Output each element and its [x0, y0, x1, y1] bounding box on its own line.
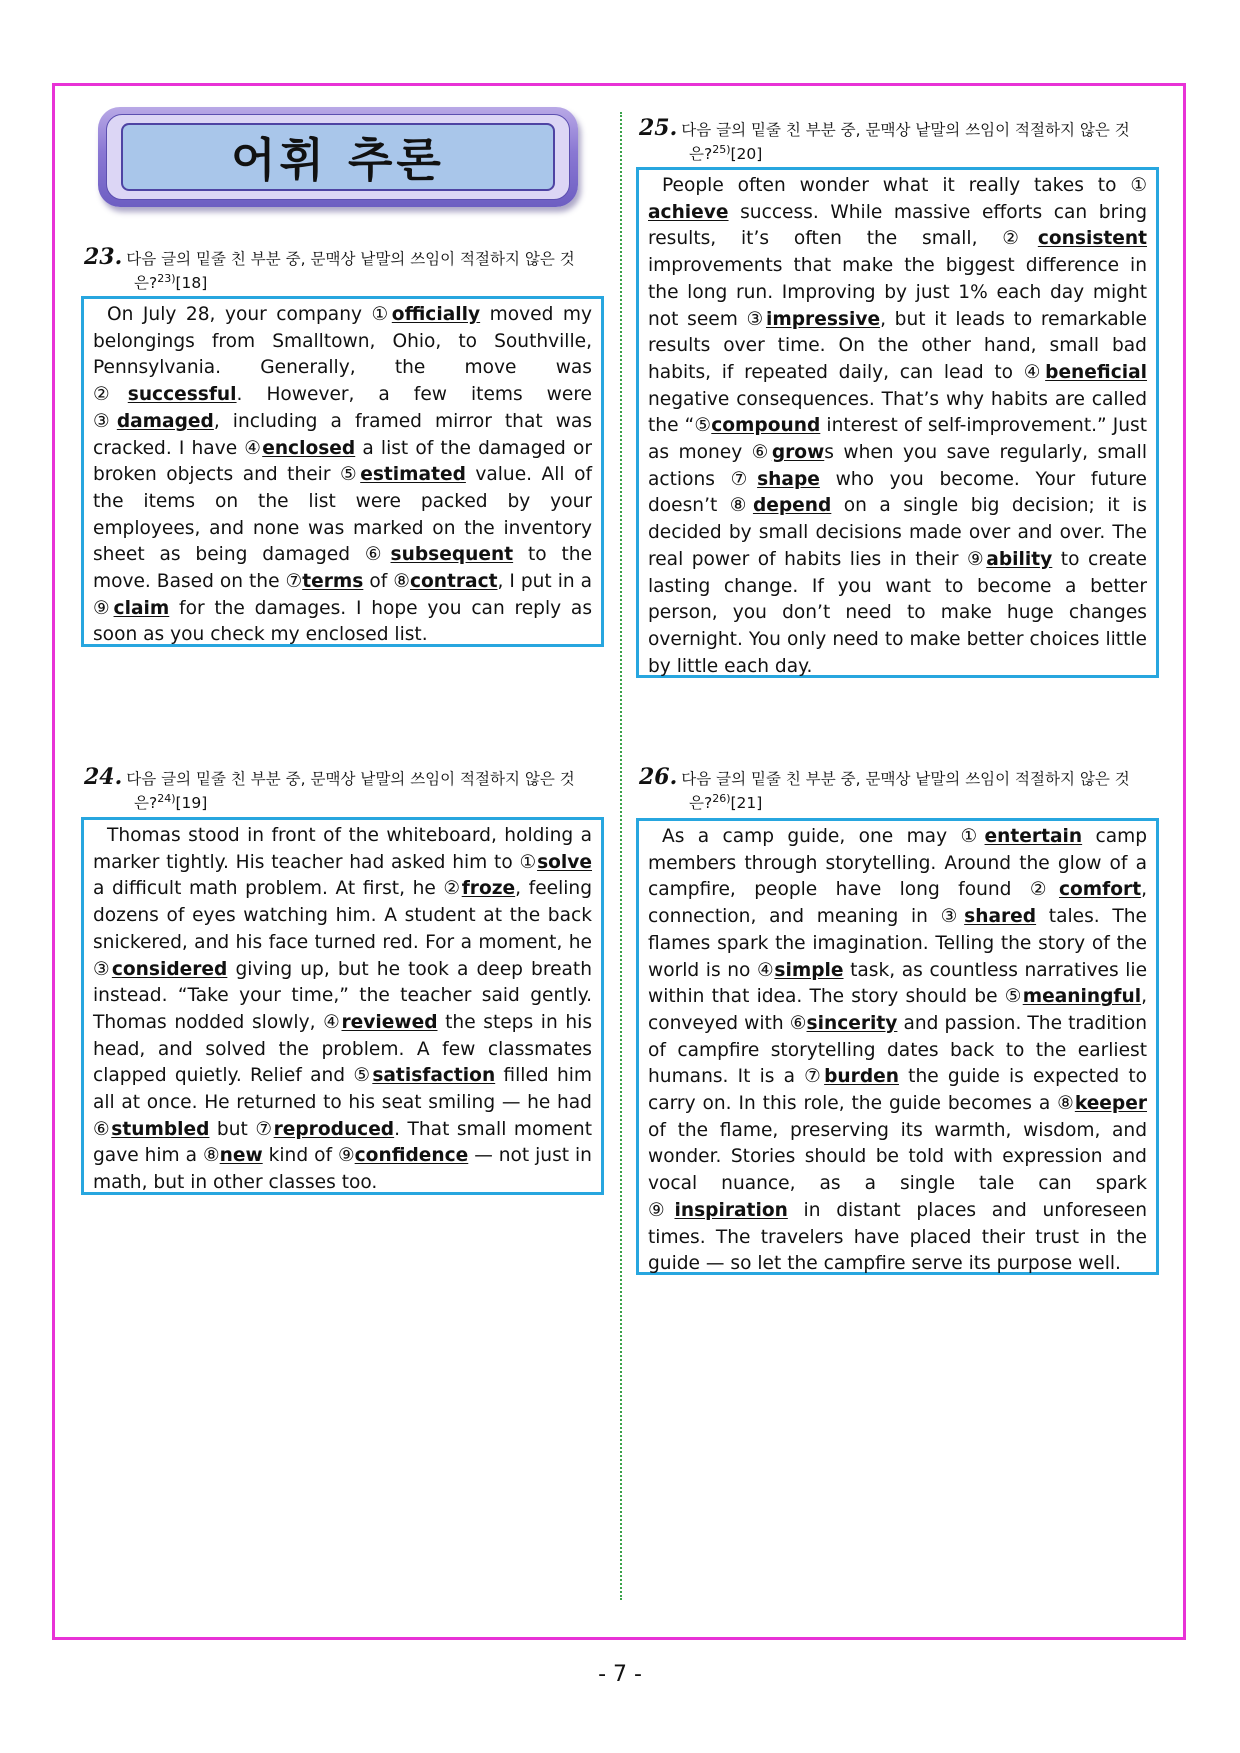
vocab-word: meaningful [1022, 986, 1142, 1008]
question-number: 24. [84, 764, 123, 790]
vocab-word: froze [461, 878, 516, 900]
vocab-word: ability [986, 548, 1053, 570]
question-prompt: 다음 글의 밑줄 친 부분 중, 문맥상 낱말의 쓰임이 적절하지 않은 것 [126, 250, 575, 268]
question-prompt: 다음 글의 밑줄 친 부분 중, 문맥상 낱말의 쓰임이 적절하지 않은 것 [126, 770, 575, 788]
question-number: 23. [84, 244, 123, 270]
vocab-word: consistent [1037, 228, 1148, 250]
vocab-word: grow [771, 442, 825, 464]
vocab-word: damaged [116, 410, 214, 432]
question-source: [21] [730, 794, 763, 813]
vocab-word: reproduced [273, 1118, 395, 1140]
question-source: [18] [175, 274, 208, 293]
vocab-word: stumbled [111, 1118, 210, 1140]
question-23-passage-box [81, 296, 604, 647]
question-26-prompt [639, 764, 1164, 813]
question-prompt-tail: 은? [134, 794, 158, 813]
section-title-frame [106, 114, 570, 200]
section-title: 어휘 추론 [121, 123, 555, 191]
vocab-word: sincerity [806, 1012, 898, 1034]
question-source: [20] [730, 145, 763, 164]
question-prompt-tail: 은? [134, 274, 158, 293]
question-prompt: 다음 글의 밑줄 친 부분 중, 문맥상 낱말의 쓰임이 적절하지 않은 것 [681, 121, 1130, 139]
passage-text: As a camp guide, one may ①entertain camp members through storytelling. Around the glow of a campfire, people have long found ②comfort, connection, and meaning in ③shared tales. The flames spark the imagination. Telling the story of the world is no ④simple task, as countless narratives lie within that idea. The story should be ⑤meaningful, conveyed with ⑥sincerity and passion. The tradition of campfire storytelling dates back to the earliest humans. It is a ⑦burden the guide is expected to carry on. In this role, the guide becomes a ⑧keeper of the flame, preserving its warmth, wisdom, and wonder. Stories should be told with expression and vocal nuance, as a single tale can spark ⑨inspiration in distant places and unforeseen times. The travelers have placed their trust in the guide — so let the campfire serve its purpose well. [648, 826, 1148, 1275]
vocab-word: subsequent [390, 544, 514, 566]
vocab-word: comfort [1059, 879, 1142, 901]
footnote-mark: 23) [157, 272, 176, 285]
vocab-word: shape [757, 468, 820, 490]
vocab-word: claim [113, 597, 170, 619]
question-25-passage-box [636, 167, 1159, 678]
vocab-word: enclosed [262, 437, 356, 459]
footnote-mark: 26) [712, 792, 731, 805]
question-24-prompt [84, 764, 604, 813]
footnote-mark: 25) [712, 143, 731, 156]
question-number: 25. [639, 115, 678, 141]
page-number: - 7 - [598, 1662, 642, 1687]
vocab-word: inspiration [674, 1199, 788, 1221]
vocab-word: contract [409, 571, 498, 593]
question-24-passage-box [81, 817, 604, 1195]
section-title-banner [98, 107, 578, 207]
vocab-word: compound [711, 415, 821, 437]
vocab-word: terms [302, 571, 364, 593]
vocab-word: confidence [354, 1145, 469, 1167]
footnote-mark: 24) [157, 792, 176, 805]
passage-text: Thomas stood in front of the whiteboard, holding a marker tightly. His teacher had asked him to ①solve a difficult math problem. At first, he ②froze, feeling dozens of eyes watching him. A student at the back snickered, and his face turned red. For a moment, he ③considered giving up, but he took a deep breath instead. “Take your time,” the teacher said gently. Thomas nodded slowly, ④reviewed the steps in his head, and solved the problem. A few classmates clapped quietly. Relief and ⑤satisfaction filled him all at once. He returned to his seat smiling — he had ⑥stumbled but ⑦reproduced. That small moment gave him a ⑧new kind of ⑨confidence — not just in math, but in other classes too. [93, 825, 593, 1194]
vocab-word: simple [774, 959, 844, 981]
vocab-word: officially [391, 304, 481, 325]
vocab-word: solve [537, 851, 593, 873]
vocab-word: burden [824, 1066, 899, 1088]
vocab-word: successful [127, 384, 237, 406]
column-divider [620, 112, 622, 1600]
vocab-word: entertain [984, 826, 1083, 847]
vocab-word: beneficial [1045, 361, 1148, 383]
question-25-prompt [639, 115, 1164, 164]
vocab-word: achieve [648, 201, 729, 223]
question-prompt: 다음 글의 밑줄 친 부분 중, 문맥상 낱말의 쓰임이 적절하지 않은 것 [681, 770, 1130, 788]
vocab-word: depend [752, 495, 832, 517]
passage-text: On July 28, your company ①officially moved my belongings from Smalltown, Ohio, to Southville, Pennsylvania. Generally, the move was ②successful. However, a few items were ③damaged, including a framed mirror that was cracked. I have ④enclosed a list of the damaged or broken objects and their ⑤estimated value. All of the items on the list were packed by your employees, and none was marked on the inventory sheet as being damaged ⑥subsequent to the move. Based on the ⑦terms of ⑧contract, I put in a ⑨claim for the damages. I hope you can reply as soon as you check my enclosed list. [93, 304, 593, 646]
question-prompt-tail: 은? [689, 794, 713, 813]
question-number: 26. [639, 764, 678, 790]
vocab-word: satisfaction [372, 1065, 496, 1087]
vocab-word: considered [111, 958, 228, 980]
question-23-prompt [84, 244, 604, 293]
vocab-word: shared [964, 906, 1037, 928]
question-prompt-tail: 은? [689, 145, 713, 164]
question-source: [19] [175, 794, 208, 813]
vocab-word: estimated [360, 464, 466, 486]
passage-text: People often wonder what it really takes to ① achieve success. While massive efforts can bring results, it’s often the small, ②consistent improvements that make the biggest difference in the long run. Improving by just 1% each day might not seem ③impressive, but it leads to remarkable results over time. On the other hand, small bad habits, if repeated daily, can lead to ④beneficial negative consequences. That’s why habits are called the “⑤compound interest of self-improvement.” Just as money ⑥grows when you save regularly, small actions ⑦shape who you become. Your future doesn’t ⑧depend on a single big decision; it is decided by small decisions made over and over. The real power of habits lies in their ⑨ability to create lasting change. If you want to become a better person, you don’t need to make huge changes overnight. You only need to make better choices little by little each day. [648, 175, 1148, 677]
vocab-word: impressive [765, 308, 881, 330]
vocab-word: keeper [1074, 1093, 1148, 1115]
vocab-word: new [219, 1145, 263, 1167]
question-26-passage-box [636, 818, 1159, 1275]
vocab-word: reviewed [341, 1011, 438, 1033]
